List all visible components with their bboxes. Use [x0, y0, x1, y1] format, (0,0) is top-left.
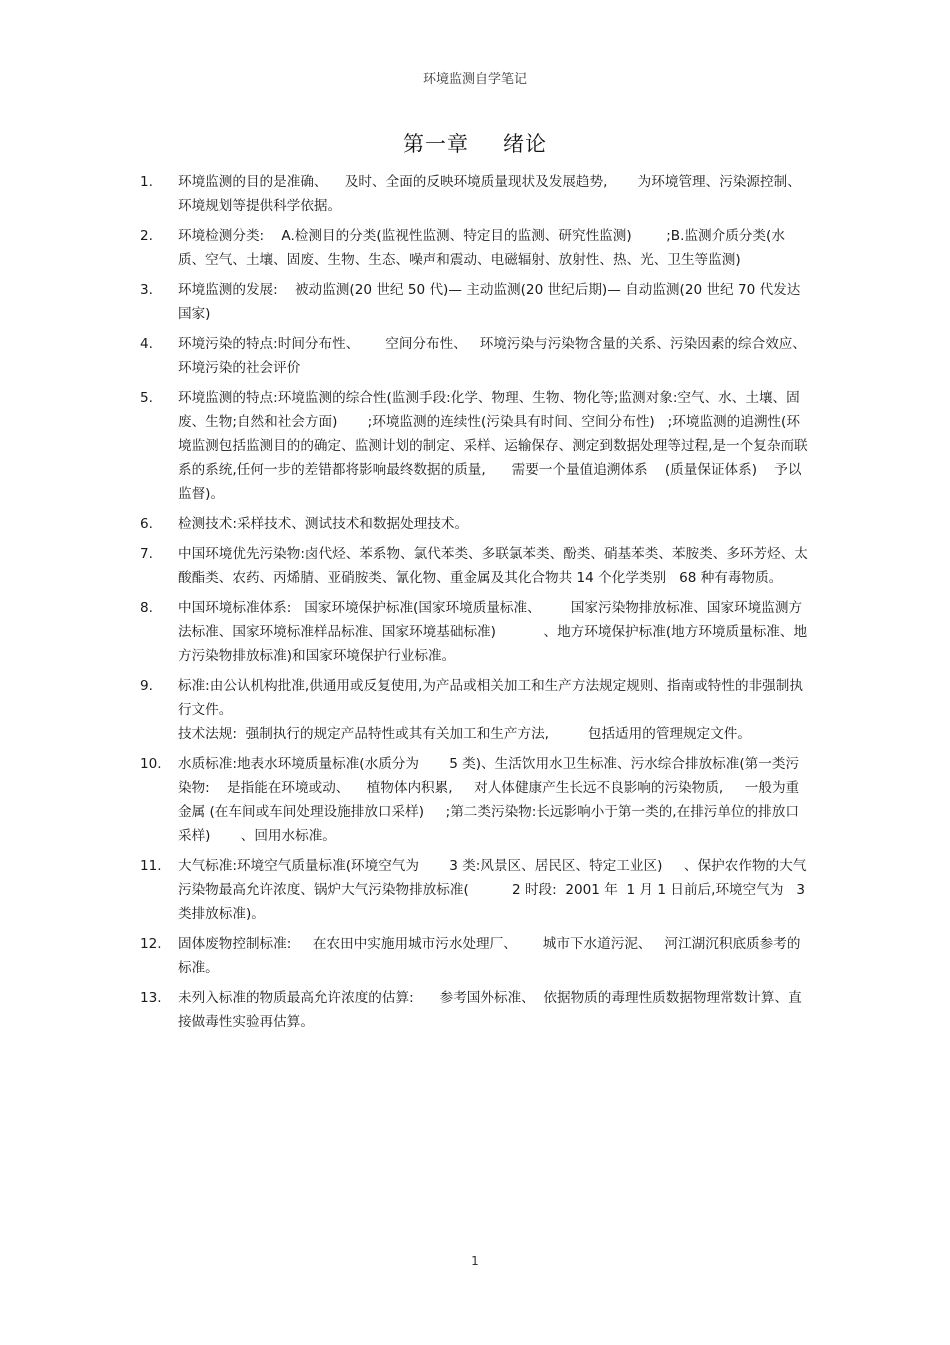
page-number: 1 — [471, 1254, 479, 1268]
list-item — [140, 386, 812, 506]
list-item — [140, 596, 812, 668]
list-item — [140, 332, 812, 380]
chapter-name: 绪论 — [503, 132, 547, 156]
item-number: 12. — [140, 936, 162, 952]
list-item — [140, 542, 812, 590]
item-text: 环境监测的特点:环境监测的综合性(监测手段:化学、物理、生物、物化等;监测对象:空气、水、土壤、固废、生物;自然和社会方面) ;环境监测的连续性(污染具有时间、空间分布性) ;环境监测的追溯性(环境监测包括监测目的的确定、监测计划的制定、采样、运输保存、测定到数据处理等过程,是一个复杂而联系的系统,任何一步的差错都将影响最终数据的质量, 需要一个量值追溯体系 (质量保证体系) 予以监督)。 — [178, 390, 808, 502]
item-number: 6. — [140, 516, 153, 532]
item-text: 标准:由公认机构批准,供通用或反复使用,为产品或相关加工和生产方法规定规则、指南或特性的非强制执行文件。 — [178, 678, 803, 718]
list-item — [140, 674, 812, 746]
item-extra-text: 技术法规: 强制执行的规定产品特性或其有关加工和生产方法, 包括适用的管理规定文件。 — [178, 726, 751, 742]
item-text: 环境监测的发展: 被动监测(20 世纪 50 代)— 主动监测(20 世纪后期)— 自动监测(20 世纪 70 代发达国家) — [178, 282, 801, 322]
item-text: 环境检测分类: A.检测目的分类(监视性监测、特定目的监测、研究性监测) ;B.监测介质分类(水质、空气、土壤、固废、生物、生态、噪声和震动、电磁辐射、放射性、热、光、卫生等监测) — [178, 228, 785, 268]
item-text: 中国环境标准体系: 国家环境保护标准(国家环境质量标准、 国家污染物排放标准、国家环境监测方法标准、国家环境标准样品标准、国家环境基础标准) 、地方环境保护标准(地方环境质量标准、地方污染物排放标准)和国家环境保护行业标准。 — [178, 600, 808, 664]
list-item — [140, 932, 812, 980]
item-number: 13. — [140, 990, 162, 1006]
item-number: 1. — [140, 174, 153, 190]
item-text: 大气标准:环境空气质量标准(环境空气为 3 类:风景区、居民区、特定工业区) 、保护农作物的大气污染物最高允许浓度、锅炉大气污染物排放标准( 2 时段: 2001 年 1 月 1 日前后,环境空气为 3 类排放标准)。 — [178, 858, 810, 922]
item-text: 未列入标准的物质最高允许浓度的估算: 参考国外标准、 依据物质的毒理性质数据物理常数计算、直接做毒性实验再估算。 — [178, 990, 802, 1030]
list-item — [140, 752, 812, 848]
item-number: 3. — [140, 282, 153, 298]
list-item — [140, 170, 812, 218]
item-text: 固体废物控制标准: 在农田中实施用城市污水处理厂、 城市下水道污泥、 河江湖沉积底质参考的标准。 — [178, 936, 801, 976]
notes-list — [140, 170, 812, 1040]
item-text: 环境污染的特点:时间分布性、 空间分布性、 环境污染与污染物含量的关系、污染因素的综合效应、环境污染的社会评价 — [178, 336, 806, 376]
item-number: 2. — [140, 228, 153, 244]
chapter-title — [0, 128, 950, 158]
running-header: 环境监测自学笔记 — [422, 72, 527, 87]
list-item — [140, 224, 812, 272]
item-number: 11. — [140, 858, 162, 874]
item-text: 环境监测的目的是准确、 及时、全面的反映环境质量现状及发展趋势, 为环境管理、污染源控制、环境规划等提供科学依据。 — [178, 174, 801, 214]
item-number: 5. — [140, 390, 153, 406]
item-number: 9. — [140, 678, 153, 694]
item-text: 水质标准:地表水环境质量标准(水质分为 5 类)、生活饮用水卫生标准、污水综合排放标准(第一类污染物: 是指能在环境或动、 植物体内积累, 对人体健康产生长远不良影响的污染物质, 一般为重金属 (在车间或车间处理设施排放口采样) ;第二类污染物:长远影响小于第一类的,在排污单位的排放口采样) 、回用水标准。 — [178, 756, 800, 844]
list-item — [140, 512, 812, 536]
item-text: 中国环境优先污染物:卤代烃、苯系物、氯代苯类、多联氯苯类、酚类、硝基苯类、苯胺类、多环芳烃、太酸酯类、农药、丙烯腈、亚硝胺类、氰化物、重金属及其化合物共 14 个化学类别 68 种有毒物质。 — [178, 546, 808, 586]
list-item — [140, 278, 812, 326]
list-item — [140, 854, 812, 926]
list-item — [140, 986, 812, 1034]
item-number: 7. — [140, 546, 153, 562]
item-number: 8. — [140, 600, 153, 616]
chapter-number: 第一章 — [403, 132, 469, 156]
item-number: 10. — [140, 756, 162, 772]
item-text: 检测技术:采样技术、测试技术和数据处理技术。 — [178, 516, 469, 532]
item-number: 4. — [140, 336, 153, 352]
